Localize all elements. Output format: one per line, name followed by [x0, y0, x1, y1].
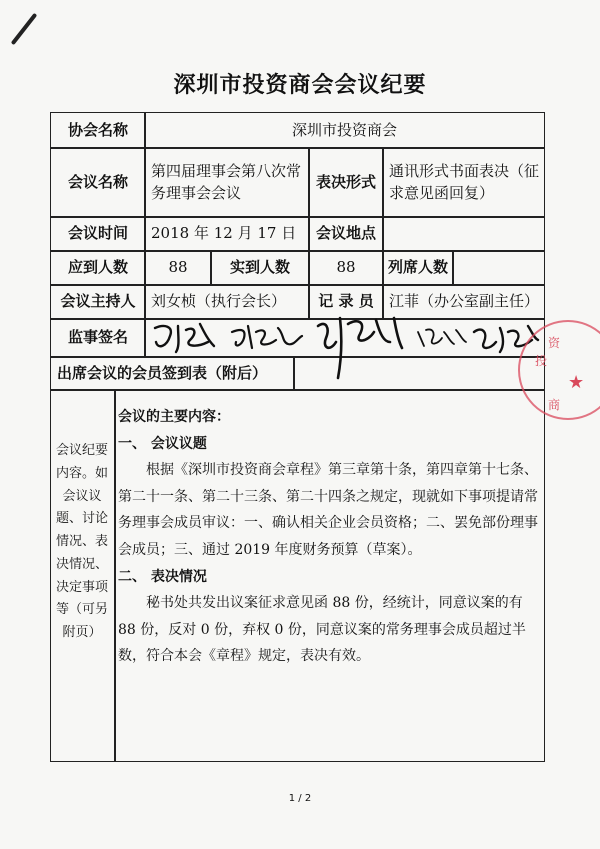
meeting-place-value	[382, 216, 545, 252]
meeting-name-value: 第四届理事会第八次常务理事会会议	[144, 147, 310, 218]
meeting-time-label: 会议时间	[50, 216, 146, 252]
association-label: 协会名称	[50, 112, 146, 149]
vote-form-label: 表决形式	[308, 147, 384, 218]
vote-form-value: 通讯形式书面表决（征求意见函回复）	[382, 147, 545, 218]
pen-mark	[11, 13, 38, 45]
recorder-label: 记 录 员	[308, 284, 384, 320]
expected-label: 应到人数	[50, 250, 146, 286]
observers-label: 列席人数	[382, 250, 454, 286]
host-label: 会议主持人	[50, 284, 146, 320]
recorder-value: 江菲（办公室副主任）	[382, 284, 545, 320]
host-value: 刘女桢（执行会长）	[144, 284, 310, 320]
stamp-text-mid: 投	[535, 354, 548, 368]
meeting-name-label: 会议名称	[50, 147, 146, 218]
content-intro: 会议的主要内容：	[118, 409, 230, 425]
supervisor-signature-2	[228, 318, 306, 356]
section1-title: 一、 会议议题	[118, 435, 207, 452]
content-divider	[114, 389, 116, 762]
stamp-text-top: 资	[548, 336, 561, 350]
meeting-content	[118, 404, 542, 670]
expected-value: 88	[144, 250, 212, 286]
section2-body: 秘书处共发出议案征求意见函 88 份，经统计，同意议案的有 88 份，反对 0 份，弃权 0 份，同意议案的常务理事会成员超过半数，符合本会《章程》规定，表决有效。	[118, 595, 526, 665]
supervisor-signature-4	[414, 322, 468, 354]
attendance-label: 出席会议的会员签到表（附后）	[50, 356, 295, 391]
content-side-note: 会议纪要内容。如会议议题、讨论情况、表决情况、决定事项等（可另附页）	[55, 443, 108, 640]
supervisor-label: 监事签名	[50, 318, 146, 358]
page-title: 深圳市投资商会会议纪要	[173, 72, 427, 98]
page-number: 1 / 2	[288, 793, 312, 804]
supervisor-signature-1	[150, 318, 220, 356]
association-value: 深圳市投资商会	[144, 112, 545, 149]
section1-body: 根据《深圳市投资商会章程》第三章第十条，第四章第十七条、第二十一条、第二十三条、第二十四条之规定，现就如下事项提请常务理事会成员审议：一、确认相关企业会员资格；二、罢免部份理事会成员；三、通过 2019 年度财务预算（草案）。	[118, 462, 538, 558]
meeting-time-value: 2018 年 12 月 17 日	[144, 216, 310, 252]
stamp-text-bottom: 商	[548, 398, 561, 412]
stamp-star-icon: ★	[568, 372, 585, 393]
section2-title: 二、 表决情况	[118, 568, 207, 585]
supervisor-signature-3	[312, 312, 407, 382]
actual-value: 88	[308, 250, 384, 286]
meeting-place-label: 会议地点	[308, 216, 384, 252]
observers-value	[452, 250, 545, 286]
actual-label: 实到人数	[210, 250, 310, 286]
